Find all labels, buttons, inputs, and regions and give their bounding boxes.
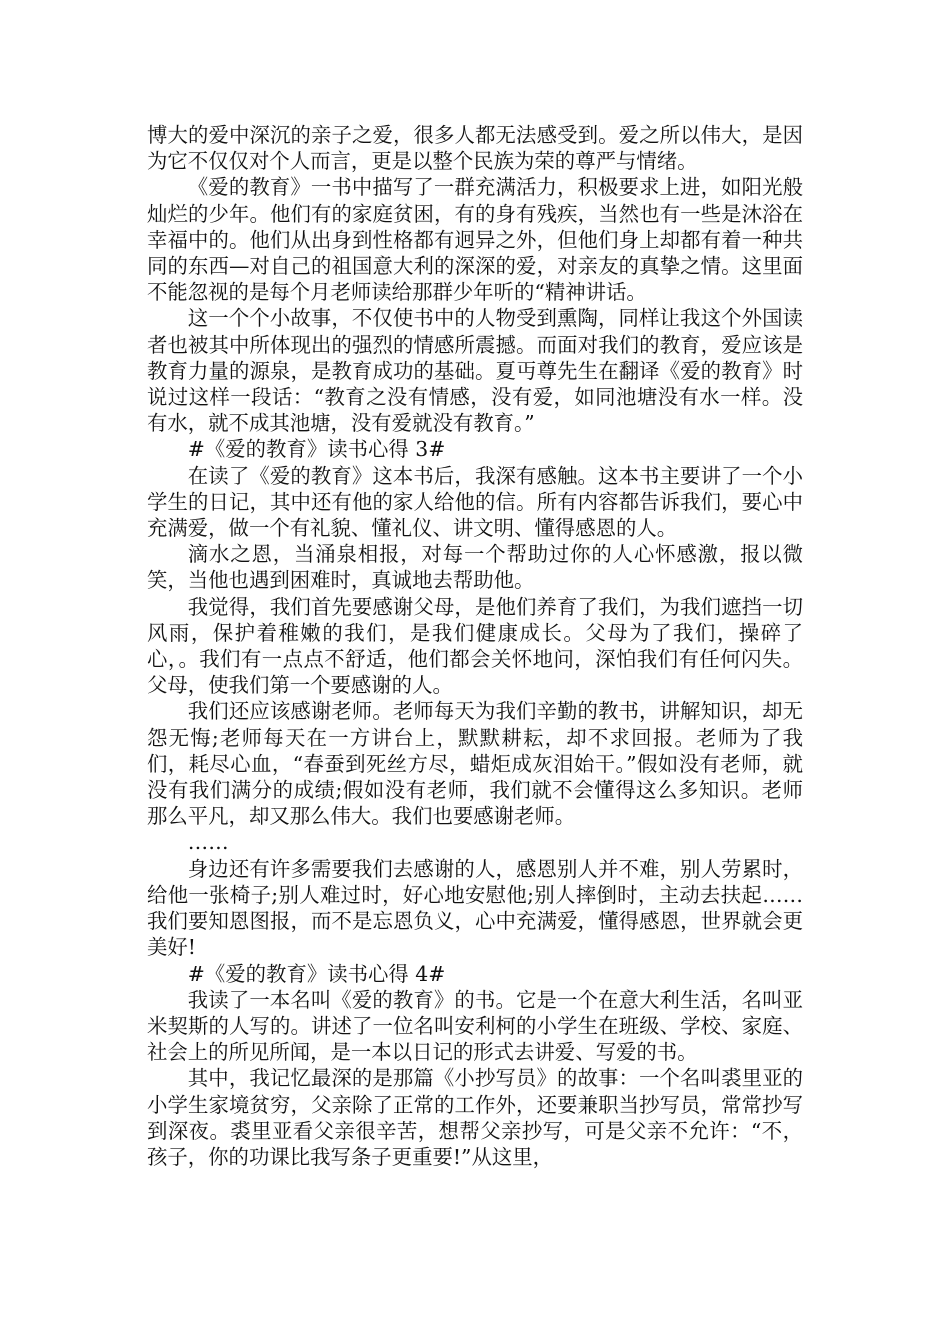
paragraph-thank-parents: 我觉得，我们首先要感谢父母，是他们养育了我们，为我们遮挡一切风雨，保护着稚嫩的我们，是我们健康成长。父母为了我们，操碎了心，。我们有一点点不舒适，他们都会关怀地问，深怕我们有任何闪失。父母，使我们第一个要感谢的人。 xyxy=(147,594,803,698)
section-heading-4: #《爱的教育》读书心得 4# xyxy=(187,961,446,986)
ellipsis-line: …… xyxy=(187,830,229,855)
paragraph-stories-impact: 这一个个小故事，不仅使书中的人物受到熏陶，同样让我这个外国读者也被其中所体现出的强烈的情感所震撼。而面对我们的教育，爱应该是教育力量的源泉，是教育成功的基础。夏丏尊先生在翻译《爱的教育》时说过这样一段话：“教育之没有情感，没有爱，如同池塘没有水一样。没有水，就不成其池塘，没有爱就没有教育。” xyxy=(147,306,803,436)
paragraph-continuation: 博大的爱中深沉的亲子之爱，很多人都无法感受到。爱之所以伟大，是因为它不仅仅对个人而言，更是以整个民族为荣的尊严与情绪。 xyxy=(147,123,803,174)
paragraph-others-to-thank: 身边还有许多需要我们去感谢的人，感恩别人并不难，别人劳累时，给他一张椅子;别人难过时，好心地安慰他;别人摔倒时，主动去扶起……我们要知恩图报，而不是忘恩负义，心中充满爱，懂得感恩，世界就会更美好! xyxy=(147,856,803,960)
paragraph-after-reading: 在读了《爱的教育》这本书后，我深有感触。这本书主要讲了一个小学生的日记，其中还有他的家人给他的信。所有内容都告诉我们，要心中充满爱，做一个有礼貌、懂礼仪、讲文明、懂得感恩的人。 xyxy=(147,463,803,541)
paragraph-little-copyist: 其中，我记忆最深的是那篇《小抄写员》的故事：一个名叫裘里亚的小学生家境贫穷，父亲除了正常的工作外，还要兼职当抄写员，常常抄写到深夜。裘里亚看父亲很辛苦，想帮父亲抄写，可是父亲不允许：“不，孩子，你的功课比我写条子更重要!”从这里， xyxy=(147,1066,803,1169)
paragraph-book-description: 《爱的教育》一书中描写了一群充满活力，积极要求上进，如阳光般灿烂的少年。他们有的家庭贫困，有的身有残疾，当然也有一些是沐浴在幸福中的。他们从出身到性格都有迥异之外，但他们身上却都有着一种共同的东西—对自己的祖国意大利的深深的爱，对亲友的真挚之情。这里面不能忽视的是每个月老师读给那群少年听的“精神讲话。 xyxy=(147,175,803,305)
section-heading-3: #《爱的教育》读书心得 3# xyxy=(187,437,446,462)
paragraph-thank-teachers: 我们还应该感谢老师。老师每天为我们辛勤的教书，讲解知识，却无怨无悔;老师每天在一方讲台上，默默耕耘，却不求回报。老师为了我们，耗尽心血，“春蚕到死丝方尽，蜡炬成灰泪始干。”假如没有老师，就没有我们满分的成绩;假如没有老师，我们就不会懂得这么多知识。老师那么平凡，却又那么伟大。我们也要感谢老师。 xyxy=(147,699,803,829)
paragraph-book-intro: 我读了一本名叫《爱的教育》的书。它是一个在意大利生活，名叫亚米契斯的人写的。讲述了一位名叫安利柯的小学生在班级、学校、家庭、社会上的所见所闻，是一本以日记的形式去讲爱、写爱的书。 xyxy=(147,987,803,1065)
document-body xyxy=(147,122,803,1170)
paragraph-gratitude: 滴水之恩，当涌泉相报，对每一个帮助过你的人心怀感激，报以微笑，当他也遇到困难时，真诚地去帮助他。 xyxy=(147,542,803,593)
